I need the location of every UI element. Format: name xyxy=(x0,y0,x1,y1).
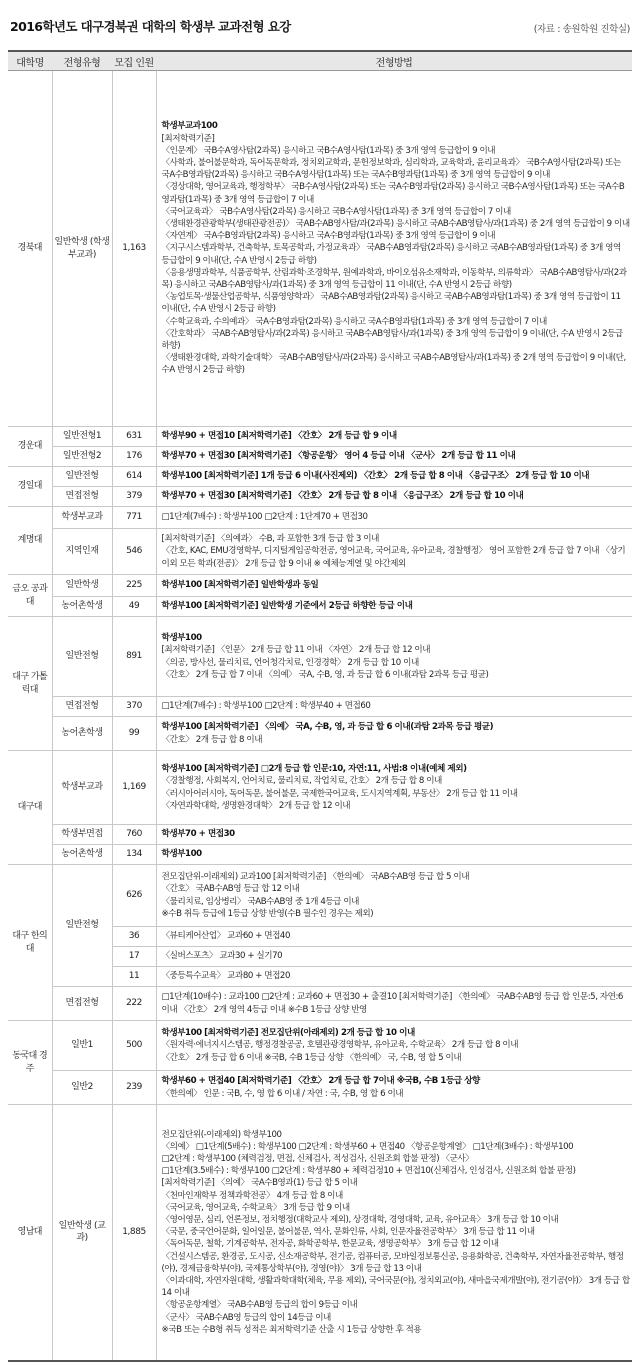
method-line: 〈사학과, 불어불문학과, 독어독문학과, 정치외교학과, 문헌정보학과, 심리학과, 교육학과, 윤리교육과〉 국B수A영사탐(2과목) 또는 국A수B영과탐(2과목) 응시하고 국B수A영사탐(1과목) 또는 국A수B영과탐(1과목) 중 3개 영역 등급합이 9 이내 xyxy=(161,157,621,181)
method-line: 〈실버스포츠〉 교과30 + 실기70 xyxy=(161,951,283,962)
column-header: 전형방법 xyxy=(156,51,632,71)
method-cell xyxy=(156,947,632,967)
quota-cell: 614 xyxy=(112,467,156,487)
quota-cell: 134 xyxy=(112,845,156,865)
table-header-row xyxy=(8,51,632,71)
quota-cell: 500 xyxy=(112,1021,156,1071)
quota-cell: 891 xyxy=(112,617,156,697)
method-cell xyxy=(156,845,632,865)
method-line: 〈국어교육, 영어교육, 수학교육〉 3개 등급 합 9 이내 xyxy=(161,1202,350,1213)
method-line: 학생부70 + 면접30 [최저학력기준] 〈항공운항〉 영어 4 등급 이내 〈군사〉 2개 등급 합 11 이내 xyxy=(161,451,516,462)
method-cell xyxy=(156,697,632,717)
table-row xyxy=(8,1071,632,1105)
table-row xyxy=(8,1105,632,1361)
method-line: □1단계(3.5배수) : 학생부100 □2단계 : 학생부80 + 체력검정10 + 면접10(신체검사, 인성검사, 신원조회 합불 판정) xyxy=(161,1166,576,1177)
method-cell xyxy=(156,487,632,507)
method-line: 〈러시아어러시아, 독어독문, 불어불문, 국제한국어교육, 도시지역계획, 부동산〉 2개 등급 합 11 이내 xyxy=(161,788,518,799)
header xyxy=(8,4,632,44)
method-cell xyxy=(156,717,632,751)
method-line: 학생부70 + 면접30 xyxy=(161,829,235,840)
method-cell xyxy=(156,529,632,575)
method-line: [최저학력기준] 〈인문〉 2개 등급 합 11 이내 〈자연〉 2개 등급 합 12 이내 xyxy=(161,645,431,656)
admission-type-cell: 학생부면접 xyxy=(52,825,112,845)
method-cell xyxy=(156,1071,632,1105)
table-body xyxy=(8,71,632,1361)
method-line: 〈간호, KAC, EMU경영학부, 디지털게임공학전공, 영어교육, 국어교육, 유아교육, 경찰행정〉 영어 포함한 2개 등급 합 7 이내 〈상기 이외 모든 학과(전공)〉 2개 등급 합 9 이내 ※ 예체능계열 및 야간제외 xyxy=(161,546,626,569)
university-cell: 경북대 xyxy=(8,71,52,427)
table-row xyxy=(8,825,632,845)
table-row xyxy=(8,717,632,751)
method-cell xyxy=(156,447,632,467)
admission-type-cell: 농어촌학생 xyxy=(52,597,112,617)
table-row xyxy=(8,447,632,467)
admission-type-cell: 일반학생 (교과) xyxy=(52,1105,112,1361)
quota-cell: 626 xyxy=(112,865,156,927)
quota-cell: 631 xyxy=(112,427,156,447)
quota-cell: 49 xyxy=(112,597,156,617)
method-cell xyxy=(156,597,632,617)
method-line: 〈항공운항계열〉 국AB수AB영 등급의 합이 9등급 이내 xyxy=(161,1300,358,1311)
method-line: ※국B 또는 수B형 취득 성적은 최저학력기준 산출 시 1등급 상향한 후 적용 xyxy=(161,1324,422,1335)
method-line: 〈물리치료, 임상병리〉 국AB수AB영 중 1개 4등급 이내 xyxy=(161,896,360,907)
method-line: 학생부100 [최저학력기준] 〈의예〉 국A, 수B, 영, 과 등급 합 6 이내(과탐 2과목 등급 평균) xyxy=(161,722,494,733)
university-cell: 경일대 xyxy=(8,467,52,507)
quota-cell: 225 xyxy=(112,575,156,597)
method-line: [최저학력기준] 〈의예과〉 수B, 과 포함한 3개 등급 합 3 이내 xyxy=(161,534,379,545)
method-cell xyxy=(156,825,632,845)
method-line: 학생부100 [최저학력기준] 일반학생 기준에서 2등급 하향한 등급 이내 xyxy=(161,601,413,612)
method-cell xyxy=(156,617,632,697)
university-cell: 계명대 xyxy=(8,507,52,575)
method-line: 〈간호〉 2개 등급 합 8 이내 xyxy=(161,734,263,745)
university-cell: 대구대 xyxy=(8,751,52,865)
method-cell xyxy=(156,507,632,529)
quota-cell: 222 xyxy=(112,987,156,1021)
method-line: 〈영어영문, 심리, 언론정보, 정치행정(대학교사 제외), 상경대학, 경영대학, 교육, 유아교육〉 3개 등급 합 10 이내 xyxy=(161,1214,559,1225)
method-line: 학생부100 xyxy=(161,633,202,644)
quota-cell: 546 xyxy=(112,529,156,575)
quota-cell: 771 xyxy=(112,507,156,529)
table-row xyxy=(8,697,632,717)
method-line: 〈수학교육과, 수의예과〉 국A수B영과탐(2과목) 응시하고 국A수B영과탐(1과목) 중 3개 영역 등급합이 7 이내 xyxy=(161,316,547,327)
method-line: [최저학력기준] 〈의예〉 국A수B영과(1) 등급 합 5 이내 xyxy=(161,1178,358,1189)
quota-cell: 36 xyxy=(112,927,156,947)
method-line: 학생부70 + 면접30 [최저학력기준] 〈간호〉 2개 등급 합 8 이내 〈응급구조〉 2개 등급 합 10 이내 xyxy=(161,491,524,502)
method-cell xyxy=(156,427,632,447)
source-note: (자료 : 송원학원 진학실) xyxy=(533,24,630,35)
method-line: 학생부교과100 xyxy=(161,121,218,132)
method-line: 〈자연계〉 국A수B영과탐(2과목) 응시하고 국A수B영과탐(1과목) 중 3개 영역 등급합이 9 이내 xyxy=(161,231,496,242)
method-cell xyxy=(156,575,632,597)
method-cell xyxy=(156,71,632,427)
quota-cell: 1,169 xyxy=(112,751,156,825)
admission-type-cell: 농어촌학생 xyxy=(52,845,112,865)
method-cell xyxy=(156,987,632,1021)
admission-type-cell: 농어촌학생 xyxy=(52,717,112,751)
method-line: □1단계(7배수) : 학생부100 □2단계 : 1단계70 + 면접30 xyxy=(161,512,368,523)
admission-type-cell: 일반전형 xyxy=(52,865,112,987)
university-cell: 동국대 경주 xyxy=(8,1021,52,1105)
method-line: 〈자연과학대학, 생명환경대학〉 2개 등급 합 12 이내 xyxy=(161,800,351,811)
admission-type-cell: 학생부교과 xyxy=(52,507,112,529)
method-line: 〈생태환경대학, 과학기술대학〉 국AB수AB영탐사/과(2과목) 응시하고 국AB수AB영탐사/과(1과목) 중 2개 영역 등급합이 9 이내(단, 수A 반영시 2등급 하향) xyxy=(161,353,626,376)
table-row xyxy=(8,575,632,597)
column-header: 모집 인원 xyxy=(112,51,156,71)
admission-type-cell: 일반전형 xyxy=(52,467,112,487)
table-row xyxy=(8,597,632,617)
method-line: 〈인문계〉 국B수A영사탐(2과목) 응시하고 국B수A영사탐(1과목) 중 3개 영역 등급합이 9 이내 xyxy=(161,145,496,156)
table-row xyxy=(8,71,632,427)
column-header: 전형유형 xyxy=(52,51,112,71)
admission-type-cell: 일반학생 (학생부교과) xyxy=(52,71,112,427)
method-line: 〈군사〉 국AB수AB영 등급의 합이 14등급 이내 xyxy=(161,1312,331,1323)
table-row xyxy=(8,1021,632,1071)
method-line: 〈한의예〉 인문 : 국B, 수, 영 합 6 이내 / 자연 : 국, 수B, 영 합 6 이내 xyxy=(161,1088,404,1099)
admission-type-cell: 면접전형 xyxy=(52,487,112,507)
method-line: 학생부100 [최저학력기준] □2개 등급 합 인문:10, 자연:11, 사범:8 이내(예체 제외) xyxy=(161,764,467,775)
method-cell xyxy=(156,1105,632,1361)
method-line: 전모집단위(-이래제외) 학생부100 xyxy=(161,1129,282,1140)
table-row xyxy=(8,487,632,507)
method-line: 〈경찰행정, 사회복지, 언어치료, 물리치료, 작업치료, 간호〉 2개 등급 합 8 이내 xyxy=(161,776,442,787)
table-row xyxy=(8,467,632,487)
admission-type-cell: 면접전형 xyxy=(52,987,112,1021)
method-line: 〈간호〉 2개 등급 합 7 이내 〈의예〉 국A, 수B, 영, 과 등급 합 6 이내(과탐 2과목 등급 평균) xyxy=(161,669,489,680)
admission-type-cell: 면접전형 xyxy=(52,697,112,717)
table-row xyxy=(8,987,632,1021)
method-line: 〈원자력·에너지시스템공, 행정경찰공공, 호텔관광경영학부, 유아교육, 수학교육〉 2개 등급 합 8 이내 xyxy=(161,1040,519,1051)
method-line: 〈중등특수교육〉 교과80 + 면접20 xyxy=(161,971,290,982)
method-line: □2단계 : 학생부100 (체력검정, 면접, 신체검사, 적성검사, 신원조회 합불 판정) 〈군사〉 xyxy=(161,1153,474,1164)
admission-type-cell: 일반2 xyxy=(52,1071,112,1105)
university-cell: 금오 공과대 xyxy=(8,575,52,617)
method-cell xyxy=(156,967,632,987)
table-row xyxy=(8,427,632,447)
quota-cell: 760 xyxy=(112,825,156,845)
quota-cell: 1,885 xyxy=(112,1105,156,1361)
method-line: 〈간호학과〉 국AB수AB영탐사/과(2과목) 응시하고 국AB수AB영탐사/과(1과목) 중 3개 영역 등급합이 9 이내(단, 수A 반영시 2등급 하향) xyxy=(161,328,623,352)
method-line: 학생부100 [최저학력기준] 전모집단위(아래제외) 2개 등급 합 10 이내 xyxy=(161,1028,415,1039)
method-line: 학생부60 + 면접40 [최저학력기준] 〈간호〉 2개 등급 합 7이내 ※국B, 수B 1등급 상향 xyxy=(161,1076,480,1087)
admission-type-cell: 일반학생 xyxy=(52,575,112,597)
method-line: 〈독어독문, 철학, 기계공학부, 전자공, 화학공학부, 한문교육, 생명공학부〉 3개 등급 합 12 이내 xyxy=(161,1239,499,1250)
method-line: 〈건설시스템공, 환경공, 도시공, 신소재공학부, 전기공, 컴퓨터공, 모바일정보통신공, 응용화학공, 건축학부, 자연자율전공학부, 행정(야), 경제금융학부(야), 국제통상학부(야), 경영(야)〉 3개 등급 합 13 이내 xyxy=(161,1251,624,1274)
method-line: 〈응용생명과학부, 식품공학부, 산림과학·조경학부, 원예과학과, 바이오섬유소재학과, 이동학부, 의류학과〉 국AB수AB영탐사/과(2과목) 응시하고 국AB수AB영탐사/과(1과목) 중 3개 영역 등급합이 11 이내(단, 수A 반영시 2등급 하향) xyxy=(161,267,627,290)
method-line: 〈지구시스템과학부, 건축학부, 토목공학과, 가정교육과〉 국AB수AB영과탐(2과목) 응시하고 국AB수AB영과탐(1과목) 중 3개 영역 등급합이 9 이내(단, 수A 반영시 2등급 하향) xyxy=(161,243,621,266)
method-line: 〈농업토목·생물산업공학부, 식품영양학과〉 국AB수AB영과탐(2과목) 응시하고 국AB수AB영과탐(1과목) 중 3개 영역 등급합이 11 이내(단, 수A 반영시 2등급 하향) xyxy=(161,292,621,315)
method-line: 〈이과대학, 자연자원대학, 생활과학대학(체육, 무용 제외), 국어국문(야), 정치외교(야), 새마을국제개발(야), 전기공(야)〉 3개 등급 합 14 이내 xyxy=(161,1275,630,1299)
quota-cell: 11 xyxy=(112,967,156,987)
admission-type-cell: 일반전형 xyxy=(52,617,112,697)
method-line: 학생부90 + 면접10 [최저학력기준] 〈간호〉 2개 등급 합 9 이내 xyxy=(161,431,397,442)
quota-cell: 239 xyxy=(112,1071,156,1105)
method-cell xyxy=(156,865,632,927)
method-line: 학생부100 xyxy=(161,849,202,860)
admission-table xyxy=(8,50,632,1362)
quota-cell: 17 xyxy=(112,947,156,967)
admission-type-cell: 학생부교과 xyxy=(52,751,112,825)
table-row xyxy=(8,751,632,825)
table-row xyxy=(8,845,632,865)
method-line: 〈국문, 중국언어문화, 일어일문, 불어불문, 역사, 문화인류, 사회, 인문자율전공학부〉 3개 등급 합 11 이내 xyxy=(161,1227,535,1238)
method-line: □1단계(7배수) : 학생부100 □2단계 : 학생부40 + 면접60 xyxy=(161,701,371,712)
quota-cell: 176 xyxy=(112,447,156,467)
quota-cell: 370 xyxy=(112,697,156,717)
method-line: 〈경상대학, 영어교육과, 행정학부〉 국B수A영사탐(2과목) 또는 국A수B영과탐(2과목) 응시하고 국B수A영사탐(1과목) 또는 국A수B영과탐(1과목) 중 3개 영역 등급합이 7 이내 xyxy=(161,182,625,205)
method-line: [최저학력기준] xyxy=(161,133,215,144)
admission-type-cell: 일반1 xyxy=(52,1021,112,1071)
table-row xyxy=(8,507,632,529)
method-line: 〈뷰티케어산업〉 교과60 + 면접40 xyxy=(161,931,290,942)
method-line: 학생부100 [최저학력기준] 1개 등급 6 이내(사진제외) 〈간호〉 2개 등급 합 8 이내 〈응급구조〉 2개 등급 합 10 이내 xyxy=(161,471,590,482)
method-line: 〈간호〉 2개 등급 합 6 이내 ※국B, 수B 1등급 상향 〈한의예〉 국, 수B, 영 합 5 이내 xyxy=(161,1052,462,1063)
table-row xyxy=(8,529,632,575)
quota-cell: 1,163 xyxy=(112,71,156,427)
method-line: 〈국어교육과〉 국B수A영사탐(2과목) 응시하고 국B수A영사탐(1과목) 중 3개 영역 등급합이 7 이내 xyxy=(161,206,511,217)
method-line: 〈천마인재학부 정책과학전공〉 4개 등급 합 8 이내 xyxy=(161,1190,343,1201)
university-cell: 대구 가톨릭대 xyxy=(8,617,52,751)
admission-type-cell: 일반전형1 xyxy=(52,427,112,447)
table-row xyxy=(8,865,632,927)
method-line: 〈생태환경관광학부(생태관광전공)〉 국AB수AB영사탐/과(2과목) 응시하고 국AB수AB영탐사/과(1과목) 중 2개 영역 등급합이 9 이내 xyxy=(161,218,630,229)
column-header: 대학명 xyxy=(8,51,52,71)
method-line: 〈의공, 방사선, 물리치료, 언어청각치료, 인경경학〉 2개 등급 합 10 이내 xyxy=(161,657,419,668)
method-line: 학생부100 [최저학력기준] 일반학생과 동일 xyxy=(161,580,319,591)
method-line: □1단계(10배수) : 교과100 □2단계 : 교과60 + 면접30 + 출결10 [최저학력기준] 〈한의예〉 국AB수AB영 등급 합 인문:5, 자연:6 이내 〈간호〉 2개 영역 4등급 이내 ※수B 1등급 상향 반영 xyxy=(161,992,623,1015)
method-cell xyxy=(156,927,632,947)
method-cell xyxy=(156,467,632,487)
quota-cell: 379 xyxy=(112,487,156,507)
method-cell xyxy=(156,751,632,825)
university-cell: 영남대 xyxy=(8,1105,52,1361)
admission-type-cell: 지역인재 xyxy=(52,529,112,575)
method-line: ※수B 취득 등급에 1등급 상향 반영(수B 필수인 경우는 제외) xyxy=(161,908,374,919)
university-cell: 대구 한의대 xyxy=(8,865,52,1021)
method-line: 〈간호〉 국AB수AB영 등급 합 12 이내 xyxy=(161,884,300,895)
page-title: 2016학년도 대구경북권 대학의 학생부 교과전형 요강 xyxy=(10,19,291,34)
university-cell: 경운대 xyxy=(8,427,52,467)
table-row xyxy=(8,617,632,697)
method-line: 전모집단위-이래제외) 교과100 [최저학력기준] 〈한의예〉 국AB수AB영 등급 합 5 이내 xyxy=(161,872,470,883)
admission-type-cell: 일반전형2 xyxy=(52,447,112,467)
method-line: 〈의예〉 □1단계(5배수) : 학생부100 □2단계 : 학생부60 + 면접40 〈항공운항계열〉 □1단계(3배수) : 학생부100 xyxy=(161,1141,574,1152)
method-cell xyxy=(156,1021,632,1071)
quota-cell: 99 xyxy=(112,717,156,751)
